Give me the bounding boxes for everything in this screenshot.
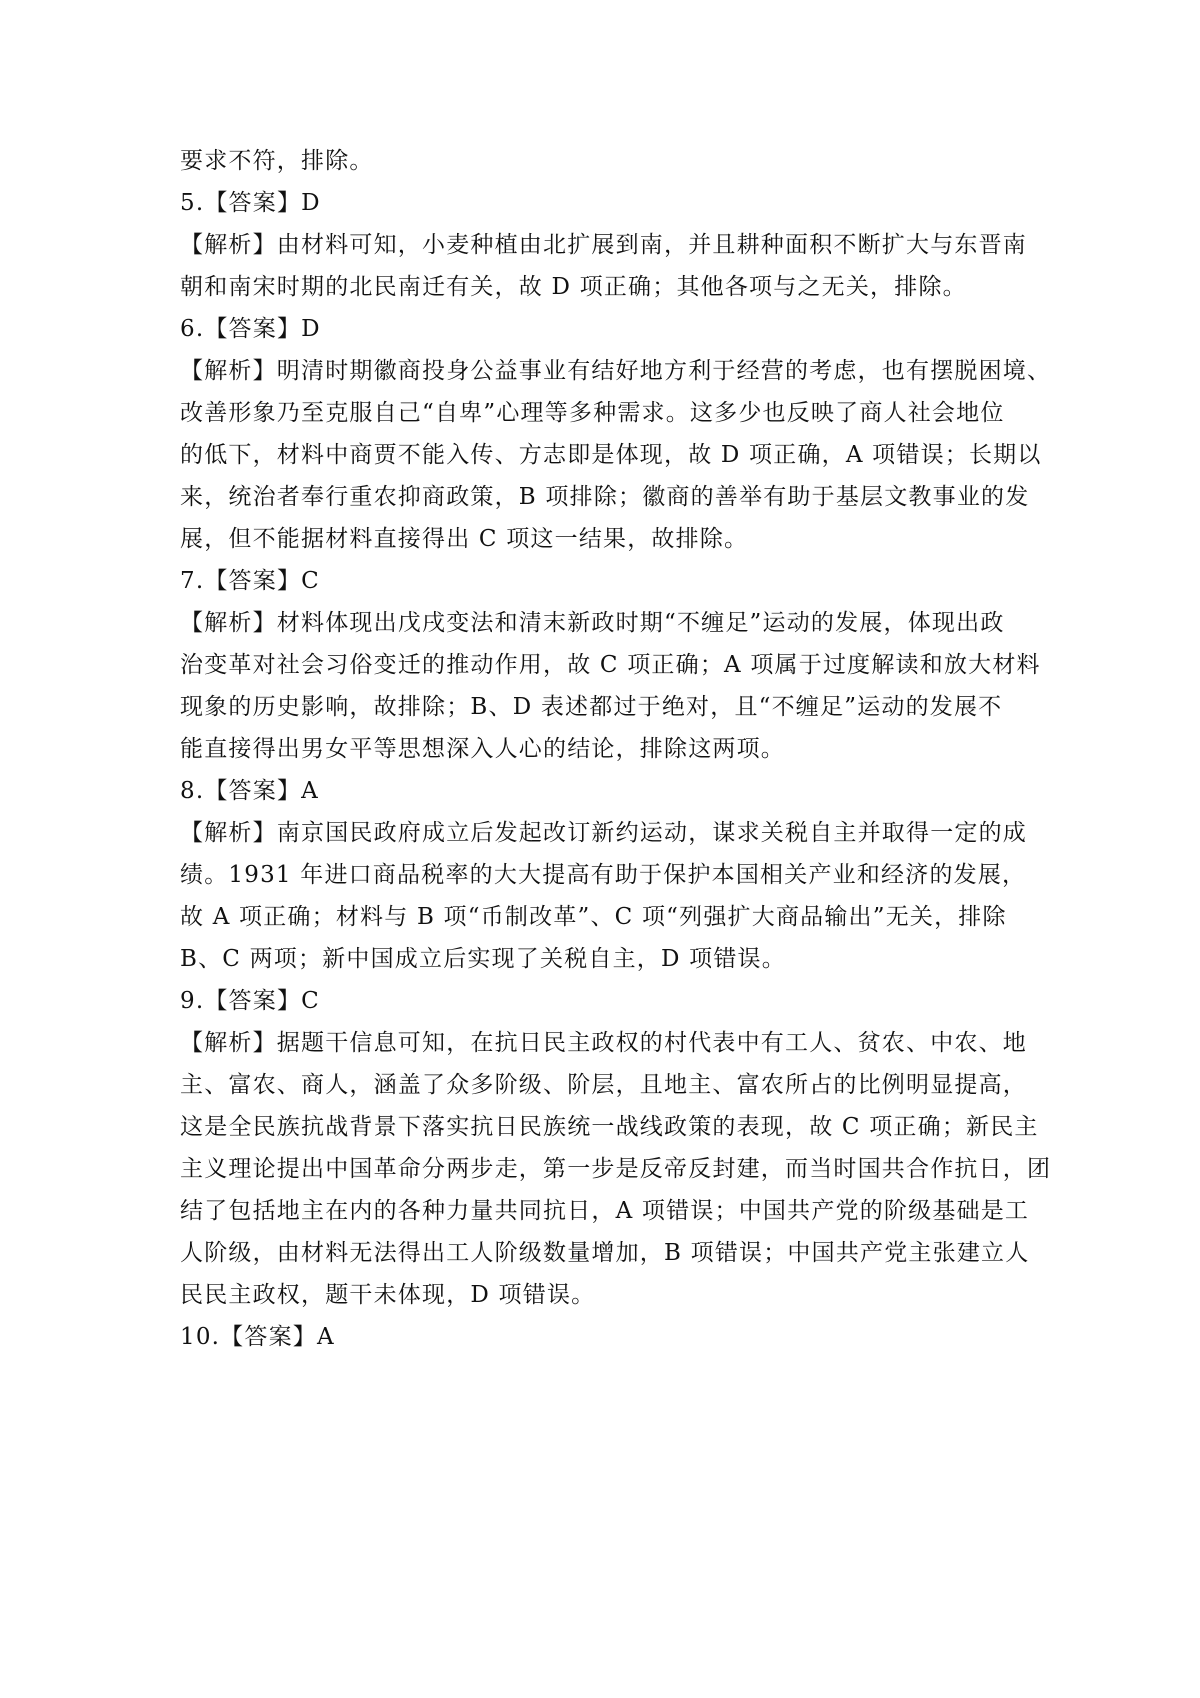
text-line: 【解析】南京国民政府成立后发起改订新约运动，谋求关税自主并取得一定的成	[180, 820, 1027, 846]
text-line: 结了包括地主在内的各种力量共同抗日，A 项错误；中国共产党的阶级基础是工	[180, 1198, 1030, 1224]
text-line: 【解析】由材料可知，小麦种植由北扩展到南，并且耕种面积不断扩大与东晋南	[180, 232, 1027, 258]
text-line: B、C 两项；新中国成立后实现了关税自主，D 项错误。	[180, 946, 786, 972]
text-line: 改善形象乃至克服自己“自卑”心理等多种需求。这多少也反映了商人社会地位	[180, 400, 1005, 426]
text-line: 这是全民族抗战背景下落实抗日民族统一战线政策的表现，故 C 项正确；新民主	[180, 1114, 1039, 1140]
text-line: 要求不符，排除。	[180, 148, 374, 174]
answer-heading: 8.【答案】A	[180, 778, 319, 804]
text-line: 朝和南宋时期的北民南迁有关，故 D 项正确；其他各项与之无关，排除。	[180, 274, 967, 300]
answer-heading: 10.【答案】A	[180, 1324, 335, 1350]
text-line: 人阶级，由材料无法得出工人阶级数量增加，B 项错误；中国共产党主张建立人	[180, 1240, 1030, 1266]
text-line: 【解析】明清时期徽商投身公益事业有结好地方利于经营的考虑，也有摆脱困境、	[180, 358, 1052, 384]
answer-heading: 7.【答案】C	[180, 568, 320, 594]
answer-heading: 5.【答案】D	[180, 190, 321, 216]
text-line: 治变革对社会习俗变迁的推动作用，故 C 项正确；A 项属于过度解读和放大材料	[180, 652, 1041, 678]
document-page	[180, 140, 1052, 1358]
text-line: 展，但不能据材料直接得出 C 项这一结果，故排除。	[180, 526, 749, 552]
text-line: 的低下，材料中商贾不能入传、方志即是体现，故 D 项正确，A 项错误；长期以	[180, 442, 1042, 468]
text-line: 主、富农、商人，涵盖了众多阶级、阶层，且地主、富农所占的比例明显提高，	[180, 1072, 1027, 1098]
text-line: 来，统治者奉行重农抑商政策，B 项排除；徽商的善举有助于基层文教事业的发	[180, 484, 1030, 510]
answer-heading: 9.【答案】C	[180, 988, 320, 1014]
text-line: 【解析】材料体现出戊戌变法和清末新政时期“不缠足”运动的发展，体现出政	[180, 610, 1005, 636]
text-line: 现象的历史影响，故排除；B、D 表述都过于绝对，且“不缠足”运动的发展不	[180, 694, 1003, 720]
text-line: 民民主政权，题干未体现，D 项错误。	[180, 1282, 596, 1308]
text-line: 绩。1931 年进口商品税率的大大提高有助于保护本国相关产业和经济的发展，	[180, 862, 1027, 888]
text-line: 【解析】据题干信息可知，在抗日民主政权的村代表中有工人、贫农、中农、地	[180, 1030, 1027, 1056]
text-line: 能直接得出男女平等思想深入人心的结论，排除这两项。	[180, 736, 785, 762]
answer-heading: 6.【答案】D	[180, 316, 321, 342]
text-line: 故 A 项正确；材料与 B 项“币制改革”、C 项“列强扩大商品输出”无关，排除	[180, 904, 1007, 930]
text-line: 主义理论提出中国革命分两步走，第一步是反帝反封建，而当时国共合作抗日，团	[180, 1156, 1052, 1182]
